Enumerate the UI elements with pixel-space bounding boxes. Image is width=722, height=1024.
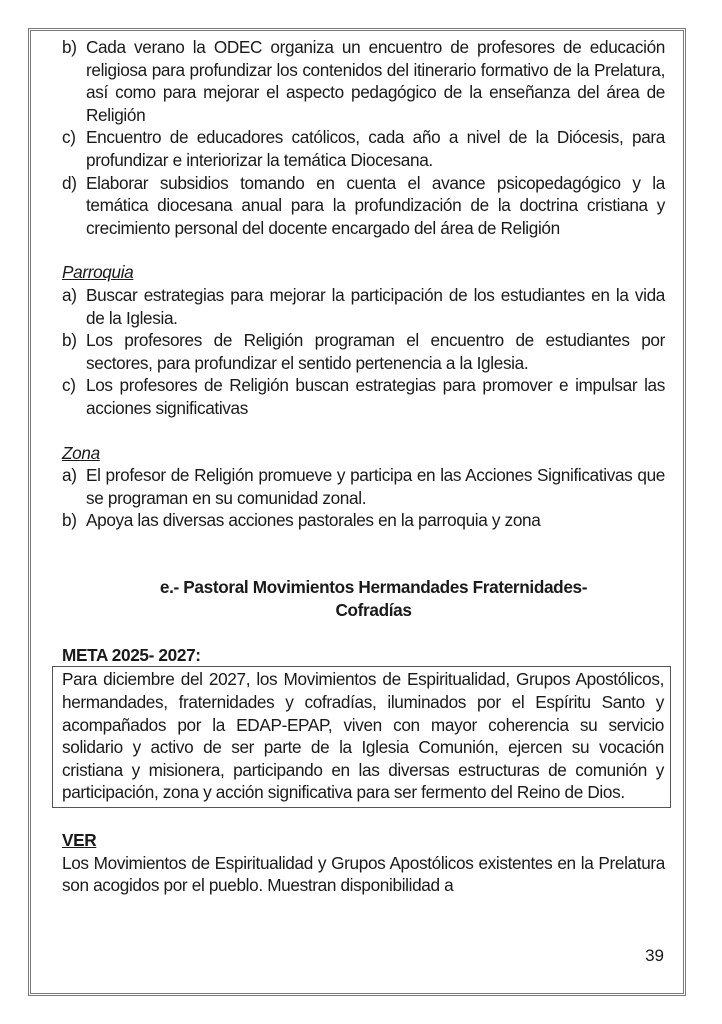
ver-title: VER [62,830,97,851]
list-item [62,284,665,329]
page-content [62,36,665,897]
item-label: a) [62,284,77,305]
section-heading-line1: e.- Pastoral Movimientos Hermandades Fraternidades- [159,576,588,597]
meta-title: META 2025- 2027: [62,644,201,665]
list-item [62,36,665,126]
list-zona [62,464,665,532]
list-parroquia [62,284,665,420]
item-label: c) [62,375,76,396]
section-heading [62,576,665,622]
page-number: 39 [645,946,664,965]
item-label: a) [62,465,77,486]
list-top [62,36,665,239]
item-label: c) [62,127,76,148]
ver-paragraph: Los Movimientos de Espiritualidad y Grupos Apostólicos existentes en la Prelatura son acogidos por el pueblo. Muestran disponibilidad a [62,852,665,896]
item-text: Apoya las diversas acciones pastorales en la parroquia y zona [86,510,541,531]
item-text: Los profesores de Religión buscan estrategias para promover e impulsar las acciones significativas [86,375,665,418]
item-text: Encuentro de educadores católicos, cada año a nivel de la Diócesis, para profundizar e interiorizar la temática Diocesana. [86,127,665,170]
item-text: Cada verano la ODEC organiza un encuentro de profesores de educación religiosa para profundizar los contenidos del itinerario formativo de la Prelatura, así como para mejorar el aspecto pedagógico de la enseñanza del área de Religión [86,37,665,125]
list-item [62,464,665,509]
list-item [62,329,665,374]
item-label: b) [62,330,77,351]
list-item [62,509,665,532]
meta-box [52,666,671,808]
zona-subtitle: Zona [62,442,100,463]
item-label: b) [62,37,77,57]
item-text: Los profesores de Religión programan el encuentro de estudiantes por sectores, para profundizar el sentido pertenencia a la Iglesia. [86,330,665,373]
meta-text: Para diciembre del 2027, los Movimientos de Espiritualidad, Grupos Apostólicos, hermandades, fraternidades y cofradías, iluminados por el Espíritu Santo y acompañados por la EDAP-EPAP, viven con mayor coherencia su servicio solidario y activo de ser parte de la Iglesia Comunión, ejercen su vocación cristiana y misionera, participando en las diversas estructuras de comunión y participación, zona y acción significativa para ser fermento del Reino de Dios. [62,669,664,803]
item-label: d) [62,172,77,193]
item-text: Buscar estrategias para mejorar la participación de los estudiantes en la vida de la Iglesia. [86,284,665,328]
section-heading-line2: Cofradías [335,599,412,620]
list-item [62,126,665,171]
parroquia-subtitle: Parroquia [62,262,134,283]
list-item [62,172,665,240]
item-text: Elaborar subsidios tomando en cuenta el avance psicopedagógico y la temática diocesana anual para la profundización de la doctrina cristiana y crecimiento personal del docente encargado del área de Religión [86,172,665,238]
item-label: b) [62,510,77,531]
item-text: El profesor de Religión promueve y participa en las Acciones Significativas que se programan en su comunidad zonal. [86,465,665,508]
list-item [62,374,665,419]
